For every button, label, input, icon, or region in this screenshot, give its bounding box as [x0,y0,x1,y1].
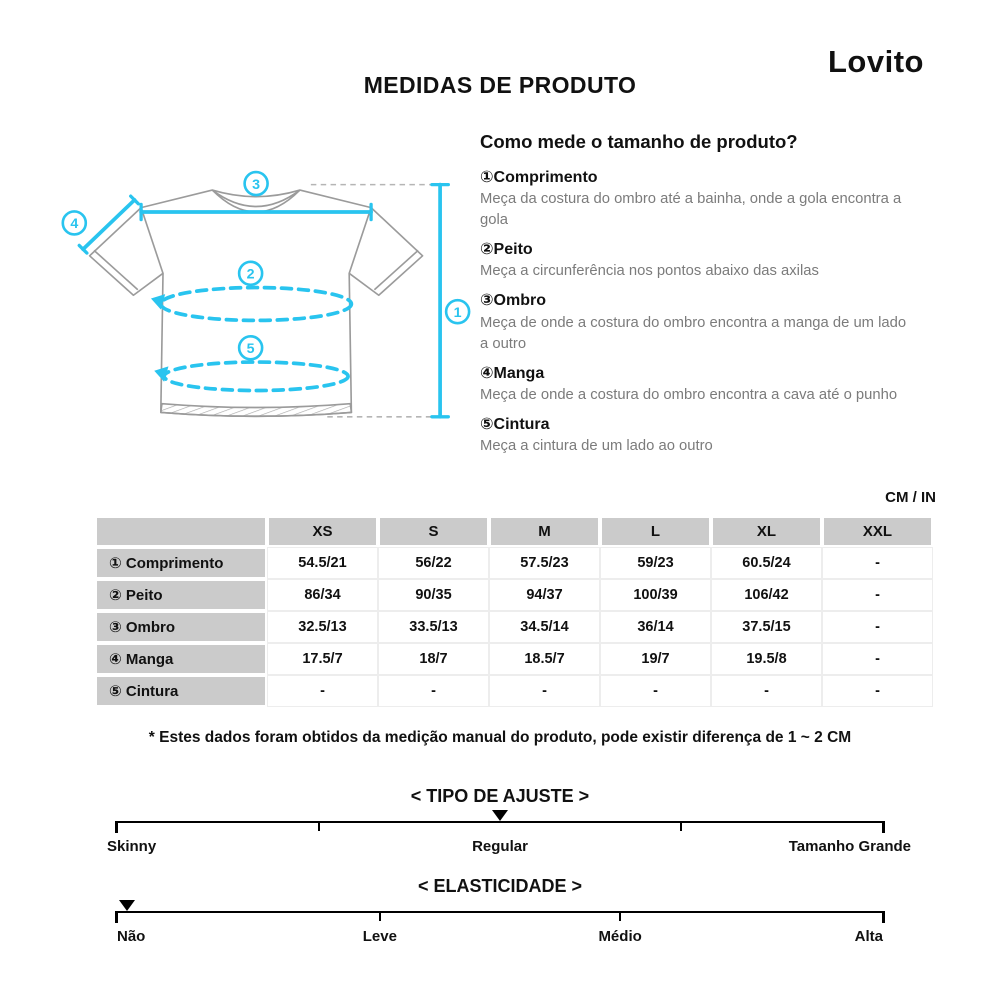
table-header-row [95,516,933,547]
row-label: ① Comprimento [95,547,267,579]
table-cell: 106/42 [711,579,822,611]
marker-waist [239,336,262,359]
scale-endcap-right [882,821,885,833]
fit-label-tamanho-grande: Tamanho Grande [788,838,911,855]
svg-text:3: 3 [252,176,261,193]
table-cell: 34.5/14 [489,611,600,643]
table-cell: 86/34 [267,579,378,611]
page-title: MEDIDAS DE PRODUTO [363,72,637,99]
column-header-s: S [378,516,489,547]
scale-tick [379,911,381,921]
measure-instruction-peito [480,238,914,282]
measure-instruction-comprimento [480,166,914,231]
instruction-label: ③Ombro [480,292,546,310]
table-cell: 32.5/13 [267,611,378,643]
table-cell: - [600,675,711,707]
size-table [95,516,933,707]
elasticity-label-nao: Não [117,928,146,945]
column-header-l: L [600,516,711,547]
table-cell: - [822,675,933,707]
brand-logo: Lovito [828,44,924,79]
elasticity-scale-track [115,911,885,923]
instruction-label: ①Comprimento [480,169,598,186]
instruction-description: Meça de onde a costura do ombro encontra a manga de um lado a outro [480,314,907,352]
instruction-label: ⑤Cintura [480,415,550,433]
elasticity-label-leve: Leve [362,928,397,945]
column-header-m: M [489,516,600,547]
table-cell: - [489,675,600,707]
instruction-label: ④Manga [480,364,545,382]
measure-instruction-cintura [480,413,914,457]
table-cell: 59/23 [600,547,711,579]
row-label: ④ Manga [95,643,267,675]
unit-label: CM / IN [885,489,936,506]
table-cell: 36/14 [600,611,711,643]
table-cell: 60.5/24 [711,547,822,579]
instruction-description: Meça a circunferência nos pontos abaixo das axilas [480,263,819,280]
tshirt-measurement-diagram [48,166,508,495]
table-cell: - [822,579,933,611]
table-cell: 90/35 [378,579,489,611]
marker-shoulder [245,172,268,195]
table-cell: 94/37 [489,579,600,611]
table-cell: 17.5/7 [267,643,378,675]
elasticity-label-alta: Alta [854,928,883,945]
fit-scale-labels [107,838,911,858]
svg-text:2: 2 [246,266,255,283]
table-cell: 18/7 [378,643,489,675]
table-cell: - [822,547,933,579]
marker-sleeve [63,211,86,234]
scale-endcap-left [115,821,118,833]
fit-scale-track [115,821,885,833]
scale-endcap-right [882,911,885,923]
table-cell: 100/39 [600,579,711,611]
elasticity-scale-line [115,911,885,913]
elasticity-scale-marker-icon [119,900,135,911]
fit-label-skinny: Skinny [107,838,157,855]
measurement-footnote: * Estes dados foram obtidos da medição manual do produto, pode existir diferença de 1 ~ 2 CM [148,729,852,746]
fit-label-regular: Regular [472,838,528,855]
table-row-comprimento [95,547,933,579]
table-cell: 54.5/21 [267,547,378,579]
scale-tick [680,821,682,831]
table-cell: - [711,675,822,707]
svg-text:4: 4 [70,216,79,233]
scale-endcap-left [115,911,118,923]
table-cell: 56/22 [378,547,489,579]
table-cell: - [822,643,933,675]
table-row-ombro [95,611,933,643]
fit-scale-title: < TIPO DE AJUSTE > [410,786,590,806]
marker-chest [239,262,262,285]
table-cell: - [378,675,489,707]
instruction-description: Meça a cintura de um lado ao outro [480,437,713,454]
table-row-peito [95,579,933,611]
scale-tick [318,821,320,831]
table-cell: - [822,611,933,643]
measure-instruction-ombro [480,289,914,354]
fit-scale-marker-icon [492,810,508,821]
table-cell: 18.5/7 [489,643,600,675]
svg-text:1: 1 [453,304,462,321]
column-header-xl: XL [711,516,822,547]
row-label: ② Peito [95,579,267,611]
table-corner-cell [95,516,267,547]
table-cell: 19/7 [600,643,711,675]
scale-tick [619,911,621,921]
table-row-cintura [95,675,933,707]
instruction-description: Meça de onde a costura do ombro encontra a cava até o punho [480,386,898,403]
fit-scale [107,786,911,858]
column-header-xxl: XXL [822,516,933,547]
instruction-description: Meça da costura do ombro até a bainha, onde a gola encontra a gola [480,191,902,229]
elasticity-scale-title: < ELASTICIDADE > [417,876,583,896]
table-row-manga [95,643,933,675]
how-to-heading: Como mede o tamanho de produto? [480,131,798,152]
table-cell: - [267,675,378,707]
svg-text:5: 5 [246,341,255,358]
table-cell: 19.5/8 [711,643,822,675]
elasticity-scale [115,876,885,948]
elasticity-label-medio: Médio [598,928,642,945]
how-to-section [480,131,914,464]
measure-instruction-manga [480,362,914,406]
marker-length [446,300,469,323]
table-cell: 33.5/13 [378,611,489,643]
column-header-xs: XS [267,516,378,547]
instruction-label: ②Peito [480,241,533,259]
elasticity-scale-labels [115,928,885,948]
row-label: ③ Ombro [95,611,267,643]
tshirt-outline [90,190,423,416]
row-label: ⑤ Cintura [95,675,267,707]
table-cell: 37.5/15 [711,611,822,643]
fit-scale-line [115,821,885,823]
table-cell: 57.5/23 [489,547,600,579]
